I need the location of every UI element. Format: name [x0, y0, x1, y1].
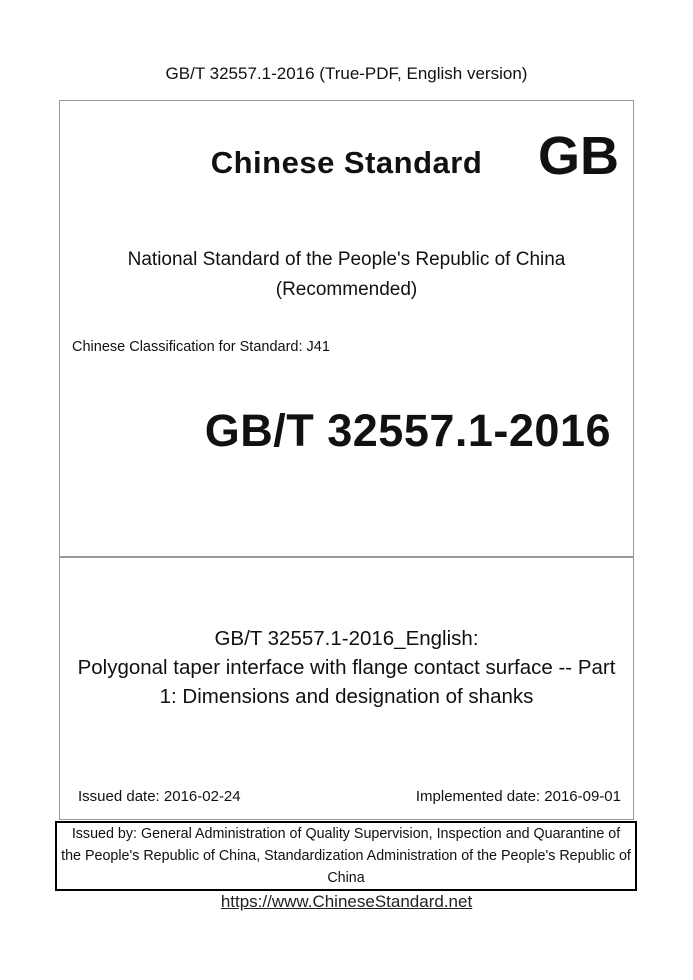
national-standard-block [60, 245, 633, 305]
english-title: Polygonal taper interface with flange contact surface -- Part 1: Dimensions and designation of shanks [77, 656, 616, 708]
cover-box [59, 100, 634, 557]
recommended-line: (Recommended) [275, 279, 418, 300]
standard-code: GB/T 32557.1-2016 [204, 405, 611, 456]
issuer-text: Issued by: General Administration of Quality Supervision, Inspection and Quarantine of the People's Republic of China, Standardization Administration of the People's Republic of China [61, 826, 631, 886]
national-standard-line: National Standard of the People's Republic of China [127, 249, 566, 270]
issuer-box [55, 821, 637, 891]
issued-date: Issued date: 2016-02-24 [78, 788, 241, 805]
page-header-title: GB/T 32557.1-2016 (True-PDF, English version) [165, 64, 528, 83]
brand-title: Chinese Standard [210, 145, 483, 180]
dates-row [78, 788, 621, 805]
footer-link[interactable]: https://www.ChineseStandard.net [220, 892, 473, 911]
english-title-block [60, 624, 633, 711]
title-box [59, 557, 634, 820]
implemented-date: Implemented date: 2016-09-01 [415, 788, 621, 805]
classification-line: Chinese Classification for Standard: J41 [72, 339, 330, 355]
english-title-code: GB/T 32557.1-2016_English: [214, 627, 479, 650]
gb-logo: GB [538, 126, 619, 186]
footer [0, 892, 693, 912]
